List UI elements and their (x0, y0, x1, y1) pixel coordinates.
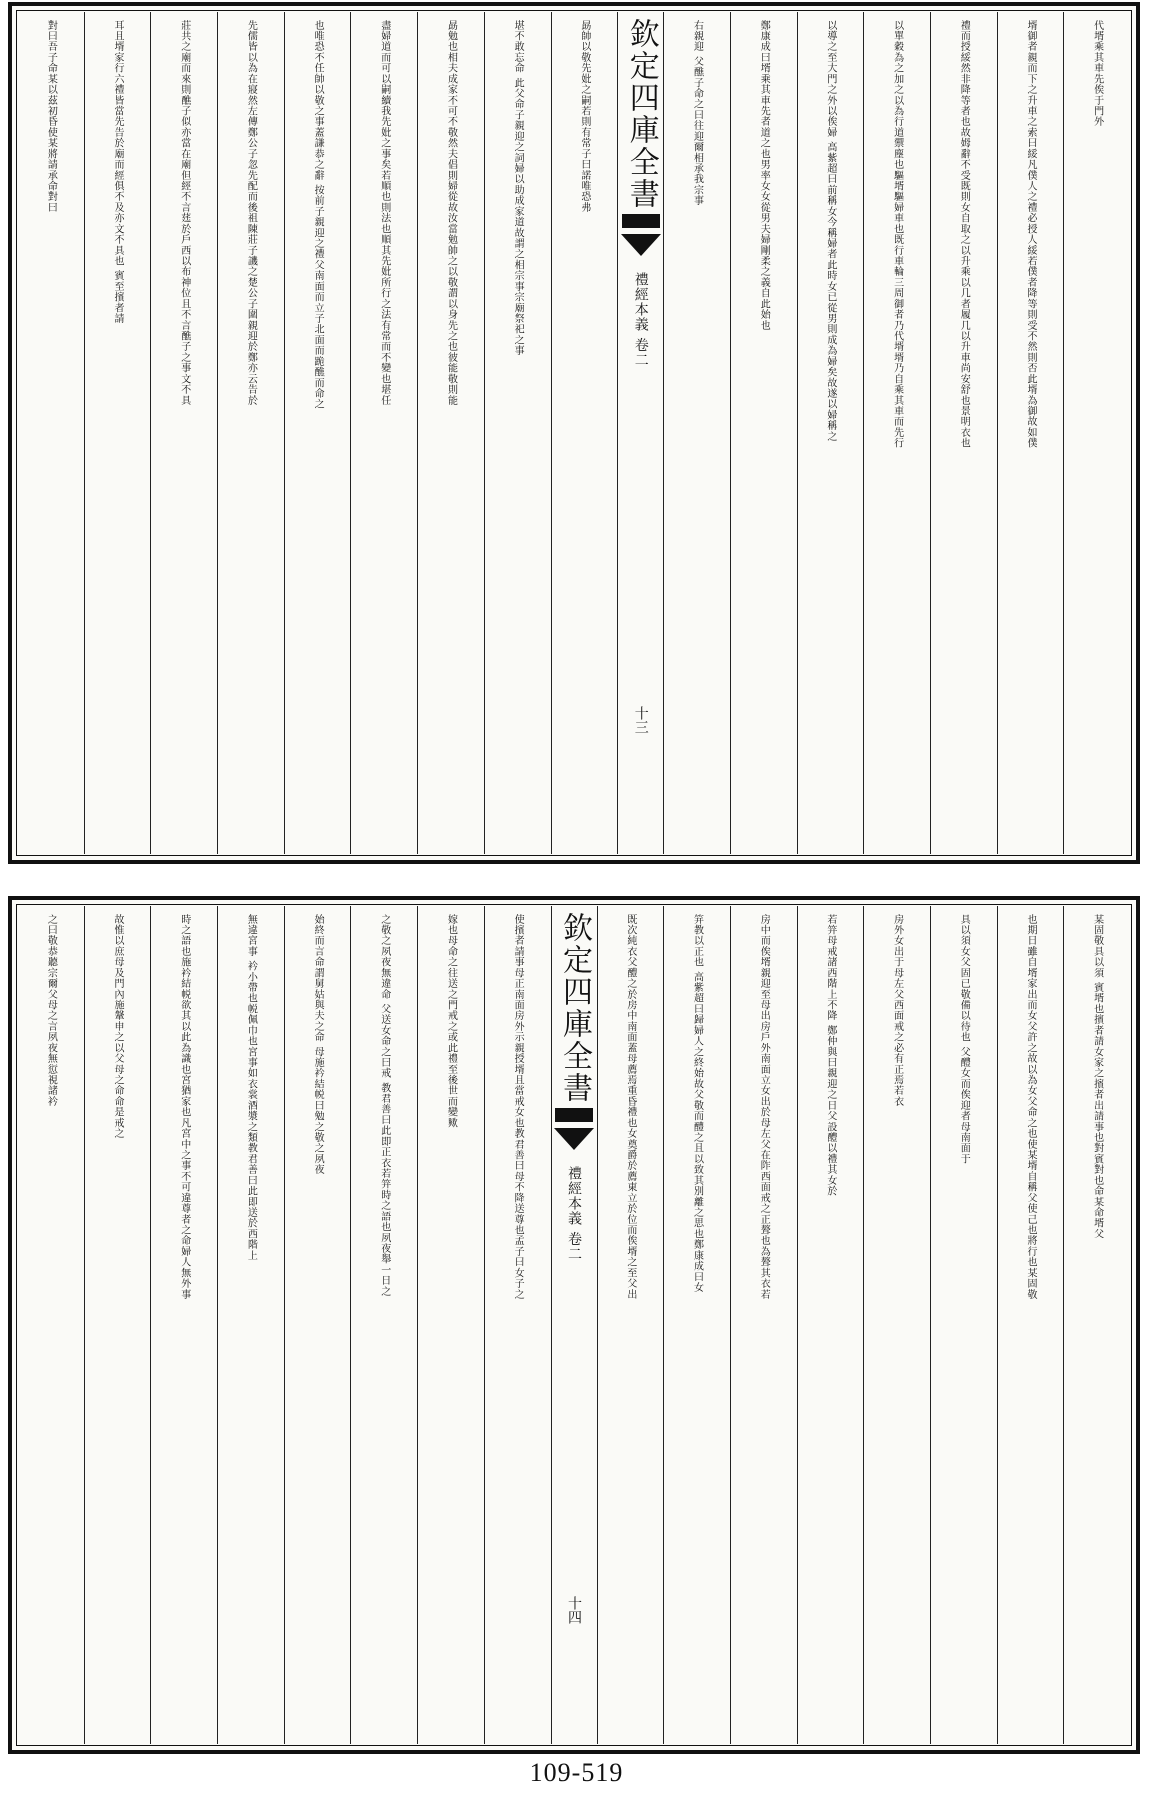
text-column (284, 906, 351, 1744)
column-text: 房外女出于母左父西面戒之必有正焉若衣 (891, 914, 903, 1107)
text-column (350, 906, 417, 1744)
text-column (484, 906, 551, 1744)
text-column (217, 906, 284, 1744)
text-column (150, 906, 217, 1744)
column-text: 故惟以庶母及門內施鞶申之以父母之命命是戒之 (112, 914, 124, 1139)
column-text: 房中而俟壻親迎至母出房戶外南面立女出於母左父在阼西面戒之正聱也為聱其衣若 (758, 914, 770, 1300)
text-column (284, 12, 351, 854)
column-text: 代壻乘其車先俟于門外 (1091, 20, 1103, 128)
text-column (730, 906, 797, 1744)
text-column (930, 12, 997, 854)
column-text: 之敬之夙夜無違命 父送女命之曰戒 教君善曰此即正衣若笄時之語也夙夜舉一日之 (378, 914, 390, 1297)
folio-number: 十四 (566, 1596, 582, 1624)
text-column (350, 12, 417, 854)
fishtail-mark-icon (621, 234, 661, 256)
column-text: 勗帥以敬先妣之嗣若則有常子曰諾唯恐弗 (578, 20, 590, 213)
fishtail-mark-icon (554, 1128, 594, 1150)
text-column (930, 906, 997, 1744)
book-spine-column (617, 12, 663, 854)
text-column (217, 12, 284, 854)
text-column (1063, 906, 1130, 1744)
text-column (484, 12, 551, 854)
text-column (997, 906, 1064, 1744)
upper-page-columns (18, 12, 1130, 854)
book-title: 欽定四庫全書 (623, 18, 659, 210)
column-text: 時之語也施衿結帨欲其以此為識也宮猶家也凡宮中之事不可違尊者之命婦人無外事 (178, 914, 190, 1300)
column-text: 先儒皆以為在寢然左傳鄭公子忽先配而後祖陳莊子譏之楚公子圍親迎於鄭亦云告於 (245, 20, 257, 406)
column-text: 始終而言命謂舅姑與夫之命 母施衿結帨曰勉之敬之夙夜 (312, 914, 324, 1176)
text-column (417, 906, 484, 1744)
book-title: 欽定四庫全書 (557, 912, 592, 1104)
column-text: 某固敬具以須 賓壻也擯者請女家之擯者出請事也對賓對也命某命壻父 (1091, 914, 1103, 1240)
text-column (797, 906, 864, 1744)
column-text: 堪不敢忘命 此父命子親迎之詞婦以助成家道故謂之相宗事宗廟祭祀之事 (512, 20, 524, 357)
column-text: 具以須女父固已敬備以待也 父醴女而俟迎者母南面于 (958, 914, 970, 1165)
text-column (417, 12, 484, 854)
column-text: 以導之至大門之外以俟婦 高紫超曰前稱女今稱婦者此時女已從男則成為婦矣故遂以婦稱之 (824, 20, 836, 442)
column-text: 禮而授綏然非降等者也故姆辭不受既則女自取之以升乘以几者履几以升車尚安舒也景明衣也 (958, 20, 970, 449)
column-text: 若笄母戒諸西階上不降 鄭仲與曰親迎之日父設醴以禮其女於 (824, 914, 836, 1197)
fishtail-bar (555, 1108, 593, 1122)
column-text: 使擯者請事母正南面房外示親授壻且當戒女也教君善曰母不降送尊也孟子曰女子之 (512, 914, 524, 1300)
column-text: 右親迎 父醮子命之曰往迎爾相承我宗事 (691, 20, 703, 207)
column-text: 鄭康成曰壻乘其車先者道之也男率女女從男夫婦剛柔之義自此始也 (758, 20, 770, 331)
column-text: 之曰敬恭聽宗爾父母之言夙夜無愆視諸衿 (45, 914, 57, 1107)
text-column (551, 12, 618, 854)
fishtail-bar (622, 214, 660, 228)
column-text: 嫁也母命之往送之門戒之或此禮至後世而變歟 (445, 914, 457, 1129)
column-text: 對曰吾子命某以茲初昏使某將請承命對曰 (45, 20, 57, 213)
text-column (663, 12, 730, 854)
text-column (1063, 12, 1130, 854)
column-text: 勗勉也相夫成家不可不敬然夫倡則婦從故汝當勉帥之以敬謂以身先之也彼能敬則能 (445, 20, 457, 406)
text-column (84, 12, 151, 854)
book-spine-column (551, 906, 597, 1744)
column-text: 盡婦道而可以嗣續我先妣之事矣若順也則法也順其先妣所行之法有常而不變也堪任 (378, 20, 390, 406)
column-text: 笄教以正也 高紫超曰歸婦人之終始故父敬而醴之且以致其別離之思也鄭康成曰女 (691, 914, 703, 1293)
volume-info: 禮經本義 卷二 (632, 272, 649, 368)
text-column (663, 906, 730, 1744)
lower-page-columns (18, 906, 1130, 1744)
text-column (18, 12, 84, 854)
column-text: 既次純衣父醴之於房中南面蓋母薦焉重昏禮也女奠爵於薦東立於位而俟壻之至父出 (624, 914, 636, 1300)
text-column (997, 12, 1064, 854)
column-text: 也唯恐不任帥以敬之事蓋謙恭之辭 按前子親迎之禮父南面而立子北面而跪醮而命之 (312, 20, 324, 410)
text-column (597, 906, 664, 1744)
column-text: 以單穀為之加之以為行道禦塵也驅壻驅婦車也既行車輪三周御者乃代壻壻乃自乘其車而先行 (891, 20, 903, 449)
volume-info: 禮經本義 卷二 (566, 1166, 582, 1262)
text-column (730, 12, 797, 854)
upper-page-frame (8, 2, 1140, 864)
folio-number: 十三 (632, 706, 649, 734)
text-column (863, 12, 930, 854)
column-text: 也期日雖自壻家出而女父許之故以為女父命之也使某壻自稱父使己也將行也某固敬 (1024, 914, 1036, 1300)
column-text: 耳且壻家行六禮皆當先告於廟而經俱不及亦文不具也 賓至擯者請 (112, 20, 124, 324)
text-column (150, 12, 217, 854)
lower-page-frame (8, 896, 1140, 1754)
column-text: 壻御者親而下之升車之索曰綏凡僕人之禮必授人綏若僕者降等則受不然則否此壻為御故如僕 (1024, 20, 1036, 449)
column-text: 無違宮事 衿小帶也帨佩巾也宮事如衣裳酒漿之類教君善曰此即送於西階上 (245, 914, 257, 1261)
column-text: 莊共之廟而來則醮子似亦當在廟但經不言莛於戶西以布神位且不言醮子之事文不具 (178, 20, 190, 406)
text-column (797, 12, 864, 854)
text-column (18, 906, 84, 1744)
text-column (84, 906, 151, 1744)
text-column (863, 906, 930, 1744)
page-reference-number: 109-519 (529, 1758, 624, 1787)
